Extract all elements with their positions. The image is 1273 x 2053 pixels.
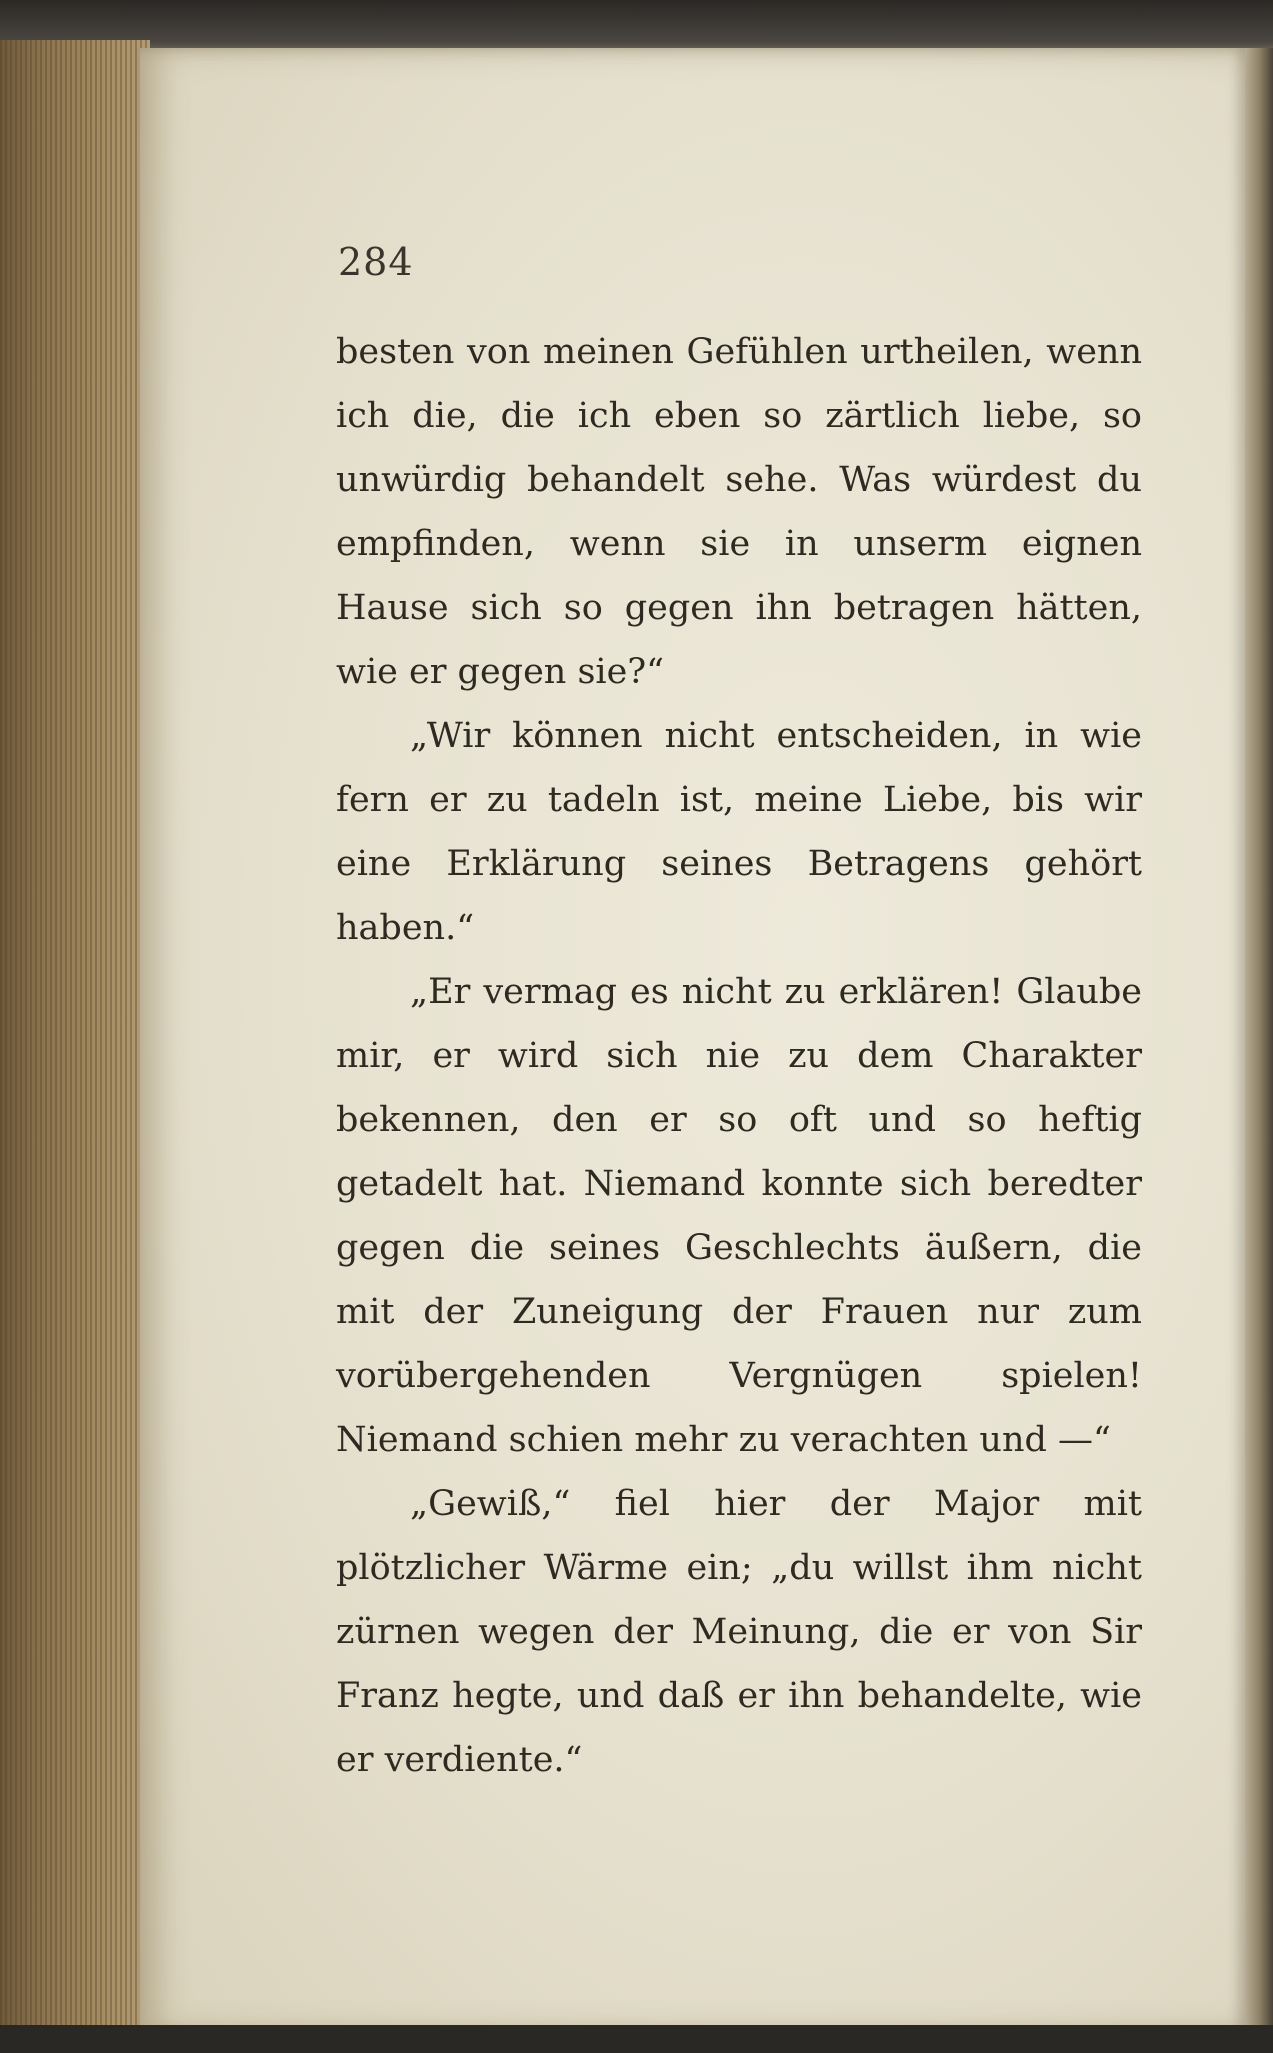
page-number: 284 — [338, 240, 414, 284]
paragraph-2: „Wir können nicht entscheiden, in wie fern er zu tadeln ist, meine Liebe, bis wir eine Erklärung seines Betragens gehört haben.“ — [336, 716, 1142, 948]
book-bottom-edge — [0, 2025, 1273, 2053]
paragraph-4: „Gewiß,“ fiel hier der Major mit plötzlicher Wärme ein; „du willst ihm nicht zürnen wegen der Meinung, die er von Sir Franz hegte, und daß er ihn behandelte, wie er verdiente.“ — [336, 1484, 1142, 1780]
book-right-edge — [1245, 48, 1273, 2033]
paragraph-1: besten von meinen Gefühlen urtheilen, wenn ich die, die ich eben so zärtlich liebe, so unwürdig behandelt sehe. Was würdest du empfinden, wenn sie in unserm eignen Hause sich so gegen ihn betragen hätten, wie er gegen sie?“ — [336, 332, 1142, 692]
book-top-edge — [0, 0, 1273, 52]
page-leaves-edge — [0, 40, 150, 2030]
page-text — [336, 320, 1142, 1792]
paragraph-3: „Er vermag es nicht zu erklären! Glaube mir, er wird sich nie zu dem Charakter bekennen, den er so oft und so heftig getadelt hat. Niemand konnte sich beredter gegen die seines Geschlechts äußern, die mit der Zuneigung der Frauen nur zum vorübergehenden Vergnügen spielen! Niemand schien mehr zu verachten und —“ — [336, 972, 1142, 1460]
